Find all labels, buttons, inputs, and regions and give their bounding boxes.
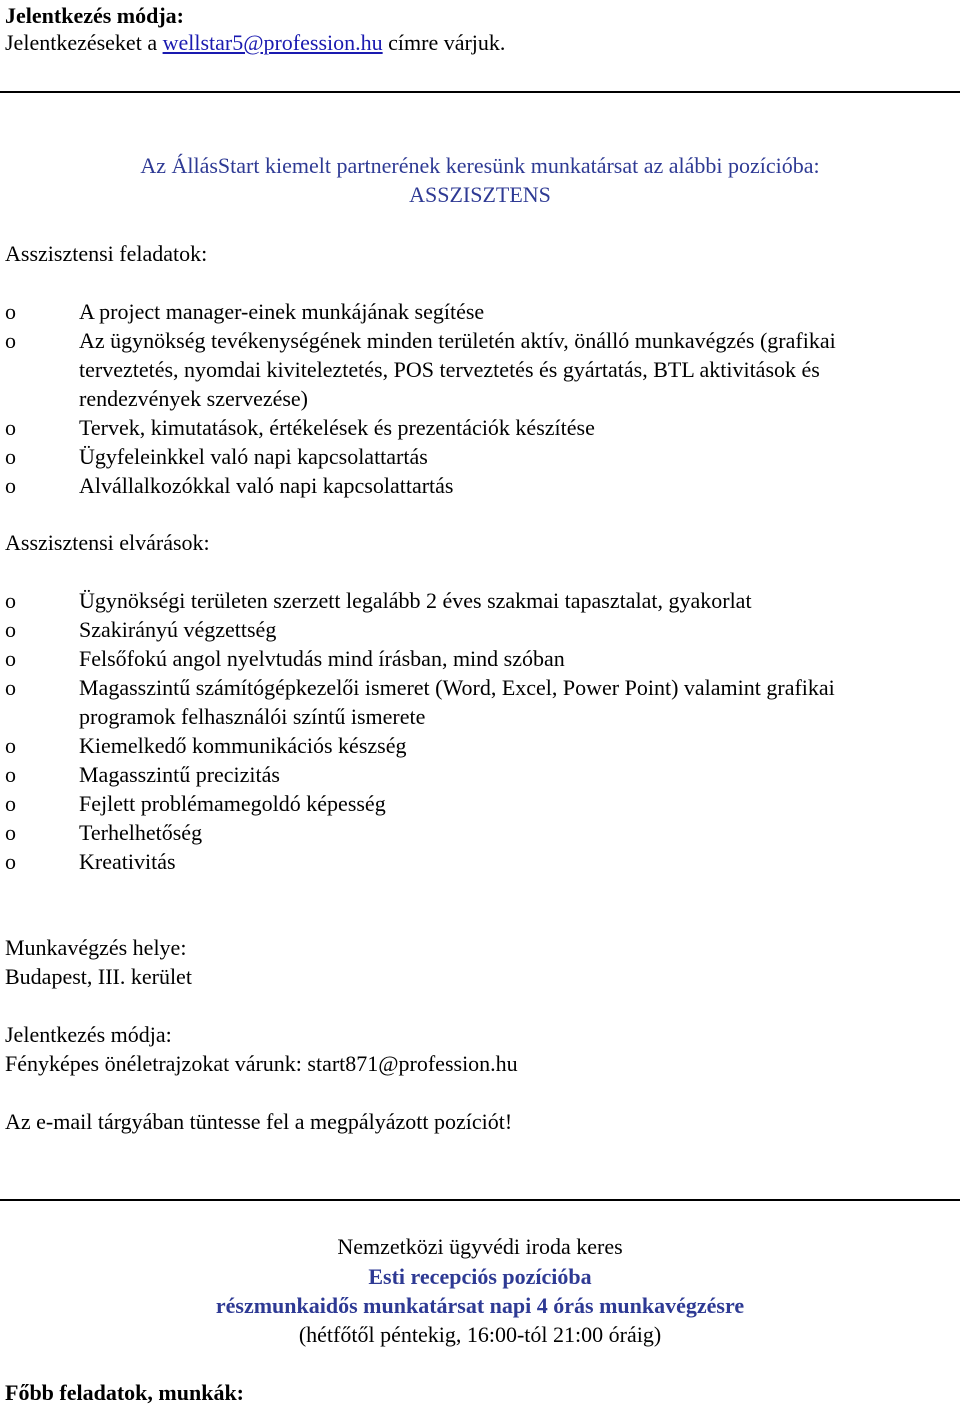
bullet-marker: o: [5, 820, 16, 845]
ad2-subtitle: részmunkaidős munkatársat napi 4 órás munkavégzésre: [215, 1293, 745, 1318]
bullet-marker: o: [5, 415, 16, 440]
ad1-intro: Az ÁllásStart kiemelt partnerének keresünk munkatársat az alábbi pozícióba:: [140, 153, 820, 178]
apply-text: Fényképes önéletrajzokat várunk: start871@profession.hu: [5, 1051, 518, 1076]
list-item: A project manager-einek munkájának segítése: [79, 299, 485, 324]
list-item: Az ügynökség tevékenységének minden területén aktív, önálló munkavégzés (grafikai: [79, 328, 836, 353]
tasks-heading: Asszisztensi feladatok:: [5, 241, 208, 266]
apply-line-prefix: Jelentkezéseket a: [5, 30, 163, 55]
bullet-marker: o: [5, 791, 16, 816]
list-item: Ügyfeleinkkel való napi kapcsolattartás: [79, 444, 428, 469]
requirements-heading: Asszisztensi elvárások:: [5, 530, 210, 555]
bullet-marker: o: [5, 762, 16, 787]
list-item: Tervek, kimutatások, értékelések és prezentációk készítése: [79, 415, 595, 440]
list-item: Felsőfokú angol nyelvtudás mind írásban, mind szóban: [79, 646, 565, 671]
bullet-marker: o: [5, 444, 16, 469]
ad2-position-title: Esti recepciós pozícióba: [368, 1264, 592, 1289]
bullet-marker: o: [5, 328, 16, 353]
divider-bottom: [0, 1199, 960, 1201]
apply-line-top: [5, 30, 505, 56]
list-item: Szakirányú végzettség: [79, 617, 277, 642]
list-item: terveztetés, nyomdai kiviteleztetés, POS terveztetés és gyártatás, BTL aktivitások és: [79, 357, 820, 382]
list-item: Magasszintű precizitás: [79, 762, 280, 787]
ad2-hours: (hétfőtől péntekig, 16:00-tól 21:00 óráig): [298, 1322, 662, 1347]
bullet-marker: o: [5, 588, 16, 613]
list-item: Magasszintű számítógépkezelői ismeret (Word, Excel, Power Point) valamint grafikai: [79, 675, 835, 700]
apply-heading-top: Jelentkezés módja:: [5, 3, 185, 28]
list-item: Fejlett problémamegoldó képesség: [79, 791, 386, 816]
bullet-marker: o: [5, 299, 16, 324]
subject-note: Az e-mail tárgyában tüntesse fel a megpályázott pozíciót!: [5, 1109, 513, 1134]
location-heading: Munkavégzés helye:: [5, 935, 187, 960]
ad2-line1: Nemzetközi ügyvédi iroda keres: [337, 1234, 623, 1259]
apply-heading: Jelentkezés módja:: [5, 1022, 172, 1047]
bullet-marker: o: [5, 473, 16, 498]
list-item: rendezvények szervezése): [79, 386, 309, 411]
list-item: Kreativitás: [79, 849, 176, 874]
apply-line-suffix: címre várjuk.: [382, 30, 506, 55]
divider-top: [0, 91, 960, 93]
bullet-marker: o: [5, 849, 16, 874]
list-item: Alvállalkozókkal való napi kapcsolattartás: [79, 473, 454, 498]
email-link[interactable]: wellstar5@profession.hu: [162, 30, 383, 55]
bullet-marker: o: [5, 733, 16, 758]
ad2-tasks-heading: Főbb feladatok, munkák:: [5, 1380, 245, 1405]
list-item: Terhelhetőség: [79, 820, 203, 845]
list-item: Ügynökségi területen szerzett legalább 2 éves szakmai tapasztalat, gyakorlat: [79, 588, 752, 613]
bullet-marker: o: [5, 617, 16, 642]
ad1-position-title: ASSZISZTENS: [409, 182, 551, 207]
location-value: Budapest, III. kerület: [5, 964, 192, 989]
bullet-marker: o: [5, 646, 16, 671]
list-item: programok felhasználói színtű ismerete: [79, 704, 426, 729]
list-item: Kiemelkedő kommunikációs készség: [79, 733, 407, 758]
bullet-marker: o: [5, 675, 16, 700]
